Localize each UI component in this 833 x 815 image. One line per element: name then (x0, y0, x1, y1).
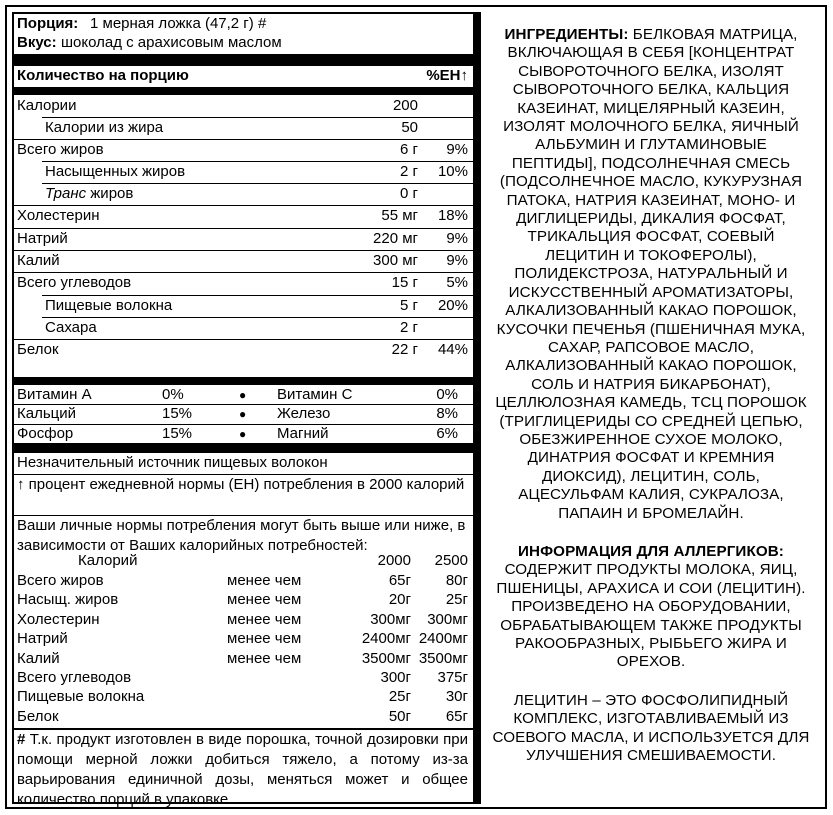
vitamin-name: Витамин А (17, 386, 92, 403)
reference-2500: 30г (445, 688, 468, 706)
ingredients-panel (481, 12, 821, 804)
nutrient-daily-value: 9% (446, 252, 468, 269)
portion-disclaimer (17, 730, 468, 810)
reference-qualifier: менее чем (227, 630, 302, 648)
daily-value-heading: %ЕН↑ (426, 67, 468, 84)
flavor-value: шоколад с арахисовым маслом (61, 34, 282, 51)
nutrient-daily-value: 44% (437, 341, 468, 358)
nutrient-name: Всего углеводов (17, 274, 132, 291)
thick-separator (14, 443, 473, 453)
medium-separator (14, 87, 473, 95)
nutrient-name: Сахара (45, 319, 97, 336)
serving-value: 1 мерная ложка (47,2 г) # (90, 15, 267, 32)
nutrient-daily-value: 9% (446, 141, 468, 158)
vitamin-value: 0% (162, 386, 184, 403)
reference-qualifier: менее чем (227, 649, 302, 667)
reference-2500: 2400мг (418, 630, 468, 648)
nutrient-row (14, 273, 473, 293)
nutrient-name: Всего жиров (17, 141, 104, 158)
reference-2500: 80г (445, 572, 468, 589)
reference-name: Насыщ. жиров (17, 591, 119, 609)
nutrient-amount: 200 (392, 97, 418, 114)
nutrient-row (14, 140, 473, 160)
reference-row (14, 629, 473, 649)
nutrient-name: Калории из жира (45, 119, 164, 136)
nutrient-row (14, 118, 473, 138)
nutrient-daily-value: 10% (437, 163, 468, 180)
reference-name: Всего углеводов (17, 669, 132, 686)
vitamin-row (14, 424, 473, 444)
vitamin-row (14, 404, 473, 424)
reference-2500: 2500 (434, 552, 468, 569)
nutrient-row (14, 296, 473, 316)
reference-2000: 25г (388, 688, 411, 706)
vitamin-name: Кальций (17, 405, 76, 422)
reference-name: Калий (17, 649, 60, 667)
reference-row (14, 551, 473, 571)
serving-row (14, 14, 473, 34)
nutrient-row (14, 340, 473, 360)
reference-2000: 300г (380, 669, 411, 686)
nutrient-name: Насыщенных жиров (45, 163, 186, 180)
vitamin-name: Железо (277, 405, 331, 422)
nutrient-amount: 2 г (400, 319, 418, 336)
allergen-text: СОДЕРЖИТ ПРОДУКТЫ МОЛОКА, ЯИЦ, ПШЕНИЦЫ, АРАХИСА И СОИ (ЛЕЦИТИН). ПРОИЗВЕДЕНО НА ОБОРУДОВАНИИ, ОБРАБАТЫВАЮЩЕМ ТАКЖЕ ПРОДУКТЫ РАКООБРАЗНЫХ, РЫБЬЕГО ЖИРА И ОРЕХОВ. (496, 561, 806, 671)
insignificant-source-note: Незначительный источник пищевых волокон (17, 454, 328, 471)
nutrient-row (14, 229, 473, 249)
portion-disclaimer-text: Т.к. продукт изготовлен в виде порошка, точной дозировки при помощи мерной ложки добиться тяжело, а потому из-за варьирования единичной дозы, меняться может и общее количество порций в упаковке. (17, 731, 468, 808)
amount-per-serving-heading: Количество на порцию (17, 67, 189, 84)
personal-needs-note: Ваши личные нормы потребления могут быть выше или ниже, в зависимости от Ваших калорийных потребностей: (17, 517, 466, 554)
ingredients-block (491, 26, 811, 523)
reference-2500: 300мг (427, 610, 468, 628)
nutrient-row (14, 184, 473, 204)
nutrient-daily-value: 5% (446, 274, 468, 291)
nutrient-name: Белок (17, 341, 59, 358)
reference-2500: 375г (437, 669, 468, 686)
separator-dot: ● (239, 388, 247, 402)
nutrient-daily-value: 18% (437, 207, 468, 224)
nutrient-amount: 15 г (391, 274, 418, 291)
medium-separator (14, 377, 473, 385)
nutrition-facts-panel (12, 12, 475, 808)
reference-row (14, 687, 473, 707)
reference-name: Всего жиров (17, 572, 104, 589)
reference-row (14, 668, 473, 688)
reference-row (14, 571, 473, 591)
reference-qualifier: менее чем (227, 591, 302, 609)
nutrient-row (14, 206, 473, 226)
nutrient-daily-value: 20% (437, 297, 468, 314)
nutrient-amount: 55 мг (381, 207, 418, 224)
serving-label: Порция: (17, 15, 79, 32)
reference-name: Калорий (78, 552, 138, 569)
reference-row (14, 707, 473, 727)
reference-2000: 2400мг (361, 630, 411, 648)
reference-2000: 20г (388, 591, 411, 609)
amount-header-row (14, 66, 473, 86)
nutrient-amount: 2 г (400, 163, 418, 180)
reference-name: Пищевые волокна (17, 688, 145, 706)
lecithin-note: ЛЕЦИТИН – ЭТО ФОСФОЛИПИДНЫЙ КОМПЛЕКС, ИЗГОТАВЛИВАЕМЫЙ ИЗ СОЕВОГО МАСЛА, И ИСПОЛЬЗУЕТСЯ ДЛЯ УЛУЧШЕНИЯ СМЕШИВАЕМОСТИ. (492, 691, 810, 765)
reference-row (14, 590, 473, 610)
nutrient-name: Холестерин (17, 207, 100, 224)
vitamin-value: 6% (436, 425, 458, 442)
vitamin-value: 15% (162, 405, 193, 422)
allergen-block (491, 543, 811, 672)
reference-qualifier: менее чем (227, 610, 302, 628)
reference-2000: 65г (388, 572, 411, 589)
separator-dot: ● (239, 407, 247, 421)
vitamin-name: Фосфор (17, 425, 74, 442)
nutrient-name: Пищевые волокна (45, 297, 173, 314)
nutrient-name: Натрий (17, 230, 68, 247)
ingredients-label: ИНГРЕДИЕНТЫ: (504, 26, 629, 43)
reference-2000: 50г (388, 707, 411, 725)
vitamin-name: Витамин С (277, 386, 353, 403)
nutrient-name-rest: жиров (86, 185, 134, 202)
nutrient-row (14, 96, 473, 116)
reference-row (14, 649, 473, 669)
nutrient-row (14, 251, 473, 271)
vitamin-row (14, 385, 473, 405)
nutrient-name: Калий (17, 252, 60, 269)
nutrient-row (14, 318, 473, 338)
flavor-label: Вкус: (17, 34, 57, 51)
vitamin-name: Магний (277, 425, 329, 442)
reference-qualifier: менее чем (227, 572, 302, 589)
reference-name: Натрий (17, 630, 68, 648)
flavor-row (14, 33, 473, 53)
reference-name: Белок (17, 707, 59, 725)
vitamin-value: 15% (162, 425, 193, 442)
reference-row (14, 610, 473, 630)
separator-dot: ● (239, 427, 247, 441)
daily-value-footnote: ↑ процент ежедневной нормы (ЕН) потребления в 2000 калорий (17, 476, 465, 493)
nutrient-amount: 22 г (391, 341, 418, 358)
nutrient-amount: 300 мг (373, 252, 418, 269)
allergen-label: ИНФОРМАЦИЯ ДЛЯ АЛЛЕРГИКОВ: (518, 542, 784, 560)
vitamin-value: 8% (436, 405, 458, 422)
reference-2000: 2000 (377, 552, 411, 569)
reference-2500: 3500мг (418, 649, 468, 667)
thick-separator (14, 54, 473, 66)
reference-2000: 300мг (370, 610, 411, 628)
reference-2500: 25г (445, 591, 468, 609)
nutrient-amount: 0 г (400, 185, 418, 202)
hash-mark: # (17, 731, 26, 748)
nutrient-row (14, 162, 473, 182)
nutrient-name-italic: Транс (45, 185, 87, 202)
nutrient-amount: 5 г (400, 297, 418, 314)
reference-2500: 65г (445, 707, 468, 725)
nutrient-amount: 220 мг (373, 230, 418, 247)
nutrient-name: Калории (17, 97, 77, 114)
nutrient-amount: 6 г (400, 141, 418, 158)
nutrient-daily-value: 9% (446, 230, 468, 247)
reference-name: Холестерин (17, 610, 100, 628)
reference-2000: 3500мг (361, 649, 411, 667)
vitamin-value: 0% (436, 386, 458, 403)
nutrient-name (45, 184, 133, 204)
ingredients-text: БЕЛКОВАЯ МАТРИЦА, ВКЛЮЧАЮЩАЯ В СЕБЯ [КОНЦЕНТРАТ СЫВОРОТОЧНОГО БЕЛКА, ИЗОЛЯТ СЫВОРОТОЧНОГО БЕЛКА, КАЛЬЦИЯ КАЗЕИНАТ, МИЦЕЛЯРНЫЙ КАЗЕИН, ИЗОЛЯТ МОЛОЧНОГО БЕЛКА, ЯИЧНЫЙ АЛЬБУМИН И ГЛУТАМИНОВЫЕ ПЕПТИДЫ], ПОДСОЛНЕЧНАЯ СМЕСЬ (ПОДСОЛНЕЧНОЕ МАСЛО, КУКУРУЗНАЯ ПАТОКА, НАТРИЯ КАЗЕИНАТ, МОНО- И ДИГЛИЦЕРИДЫ, ДИКАЛИЯ ФОСФАТ, ТРИКАЛЬЦИЯ ФОСФАТ, СОЕВЫЙ ЛЕЦИТИН И ТОКОФЕРОЛЫ), ПОЛИДЕКСТРОЗА, НАТУРАЛЬНЫЙ И ИСКУССТВЕННЫЙ АРОМАТИЗАТОРЫ, АЛКАЛИЗОВАННЫЙ КАКАО ПОРОШОК, КУСОЧКИ ПЕЧЕНЬЯ (ПШЕНИЧНАЯ МУКА, САХАР, РАПСОВОЕ МАСЛО, АЛКАЛИЗОВАННЫЙ КАКАО ПОРОШОК, СОЛЬ И НАТРИЯ БИКАРБОНАТ), ЦЕЛЛЮЛОЗНАЯ КАМЕДЬ, ТСЦ ПОРОШОК (ТРИГЛИЦЕРИДЫ СО СРЕДНЕЙ ЦЕПЬЮ, ОБЕЗЖИРЕННОЕ СУХОЕ МОЛОКО, ДИНАТРИЯ ФОСФАТ И КРЕМНИЯ ДИОКСИД), ЛЕЦИТИН, СОЛЬ, АЦЕСУЛЬФАМ КАЛИЯ, СУКРАЛОЗА, ПАПАИН И БРОМЕЛАЙН. (495, 26, 807, 522)
nutrient-amount: 50 (401, 119, 418, 136)
